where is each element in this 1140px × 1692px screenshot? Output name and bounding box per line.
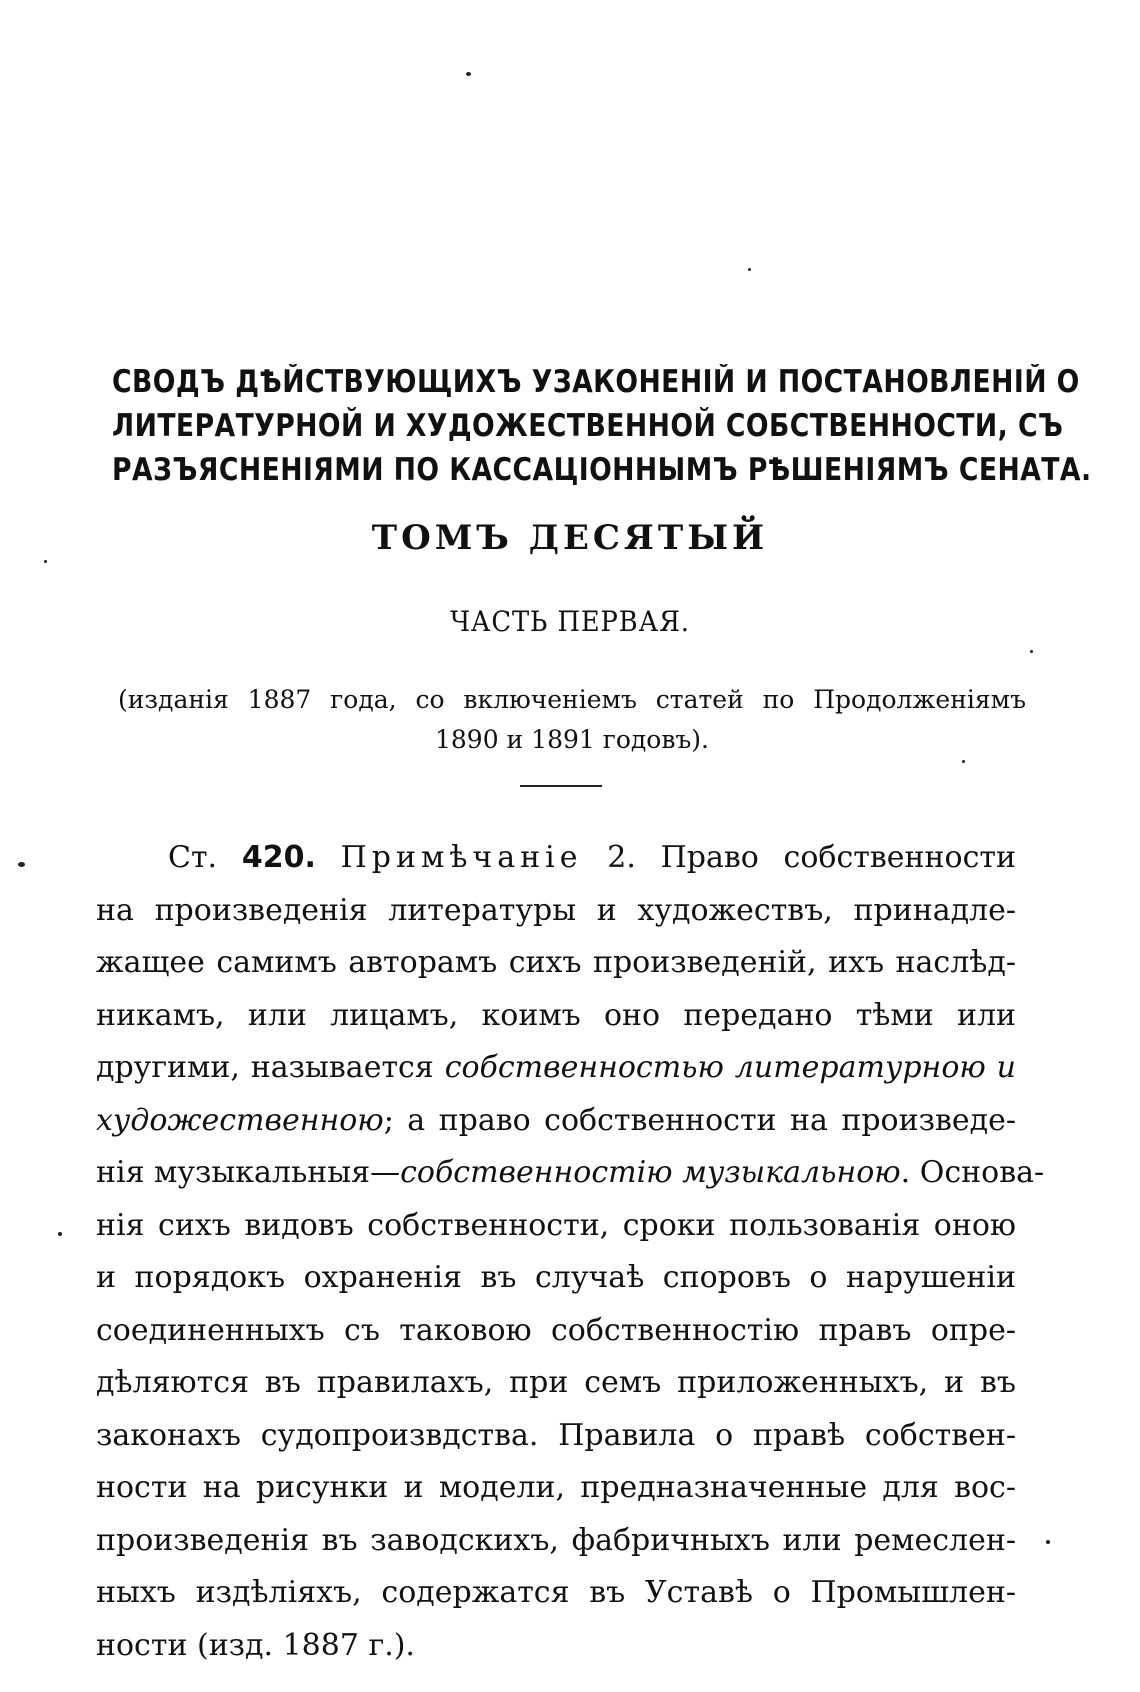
article-text-segment: Право собственности <box>660 840 1016 875</box>
note-number: 2. <box>607 840 636 875</box>
section-divider <box>520 785 602 787</box>
article-text <box>96 832 1045 1672</box>
article-line: и порядокъ охраненія въ случаѣ споровъ о нарушеніи <box>96 1260 1016 1295</box>
article-number: 420. <box>241 840 316 875</box>
scan-speck <box>44 560 47 563</box>
edition-note <box>118 680 1026 760</box>
volume-title: ТОМЪ ДЕСЯТЫЙ <box>371 518 769 558</box>
article-line: ности (изд. 1887 г.). <box>96 1627 415 1663</box>
italic-term: собственностію музыкальною <box>400 1155 901 1190</box>
edition-line: 1890 и 1891 годовъ). <box>434 725 710 754</box>
article-line: жащее самимъ авторамъ сихъ произведеній, ихъ наслѣд- <box>96 945 1016 980</box>
italic-term: художественною <box>96 1102 384 1138</box>
article-line <box>96 1095 1016 1148</box>
article-text-segment: . Основа- <box>900 1155 1045 1190</box>
article-line <box>96 1042 1016 1095</box>
scan-speck <box>58 1232 62 1236</box>
article-line: на произведенія литературы и художествъ, принадле- <box>96 892 1016 928</box>
article-line: нія сихъ видовъ собственности, сроки пользованія оною <box>96 1207 1016 1243</box>
note-label: Примѣчаніе <box>340 840 583 875</box>
article-prefix: Ст. <box>168 840 218 875</box>
edition-line: (изданія 1887 года, со включеніемъ статей по Продолженіямъ <box>118 685 1026 714</box>
scan-speck <box>748 268 751 271</box>
article-line: ности на рисунки и модели, предназначенные для вос- <box>96 1470 1016 1505</box>
heading-line: РАЗЪЯСНЕНІЯМИ ПО КАССАЦІОННЫМЪ РѢШЕНІЯМЪ СЕНАТА. <box>112 452 1092 488</box>
article-line: произведенія въ заводскихъ, фабричныхъ или ремеслен- <box>96 1522 1016 1558</box>
scan-speck <box>18 862 25 867</box>
article-line <box>96 1147 1045 1200</box>
heading-line: СВОДЪ ДѢЙСТВУЮЩИХЪ УЗАКОНЕНІЙ И ПОСТАНОВЛЕНІЙ О <box>112 364 1080 400</box>
scan-speck <box>466 72 471 76</box>
article-text-segment: нія музыкальныя— <box>96 1155 401 1190</box>
italic-term: собственностью литературною и <box>444 1050 1017 1085</box>
scan-speck <box>962 760 965 763</box>
article-line: дѣляются въ правилахъ, при семъ приложенныхъ, и въ <box>96 1365 1016 1400</box>
scan-speck <box>1030 650 1033 653</box>
heading-line: ЛИТЕРАТУРНОЙ И ХУДОЖЕСТВЕННОЙ СОБСТВЕННОСТИ, СЪ <box>112 408 1064 444</box>
article-line: соединенныхъ съ таковою собственностію правъ опре- <box>96 1312 1016 1348</box>
document-heading <box>112 360 1092 492</box>
part-title: ЧАСТЬ ПЕРВАЯ. <box>450 605 690 638</box>
article-line: ныхъ издѣліяхъ, содержатся въ Уставѣ о Промышлен- <box>96 1575 1016 1610</box>
article-text-segment: другими, называется <box>96 1050 434 1085</box>
article-line: законахъ судопроизвдства. Правила о правѣ собствен- <box>96 1417 1016 1453</box>
scan-speck <box>1046 1540 1050 1544</box>
article-text-segment: ; а право собственности на произведе- <box>383 1102 1016 1138</box>
article-line <box>96 832 1016 885</box>
article-line: никамъ, или лицамъ, коимъ оно передано тѣми или <box>96 997 1016 1033</box>
